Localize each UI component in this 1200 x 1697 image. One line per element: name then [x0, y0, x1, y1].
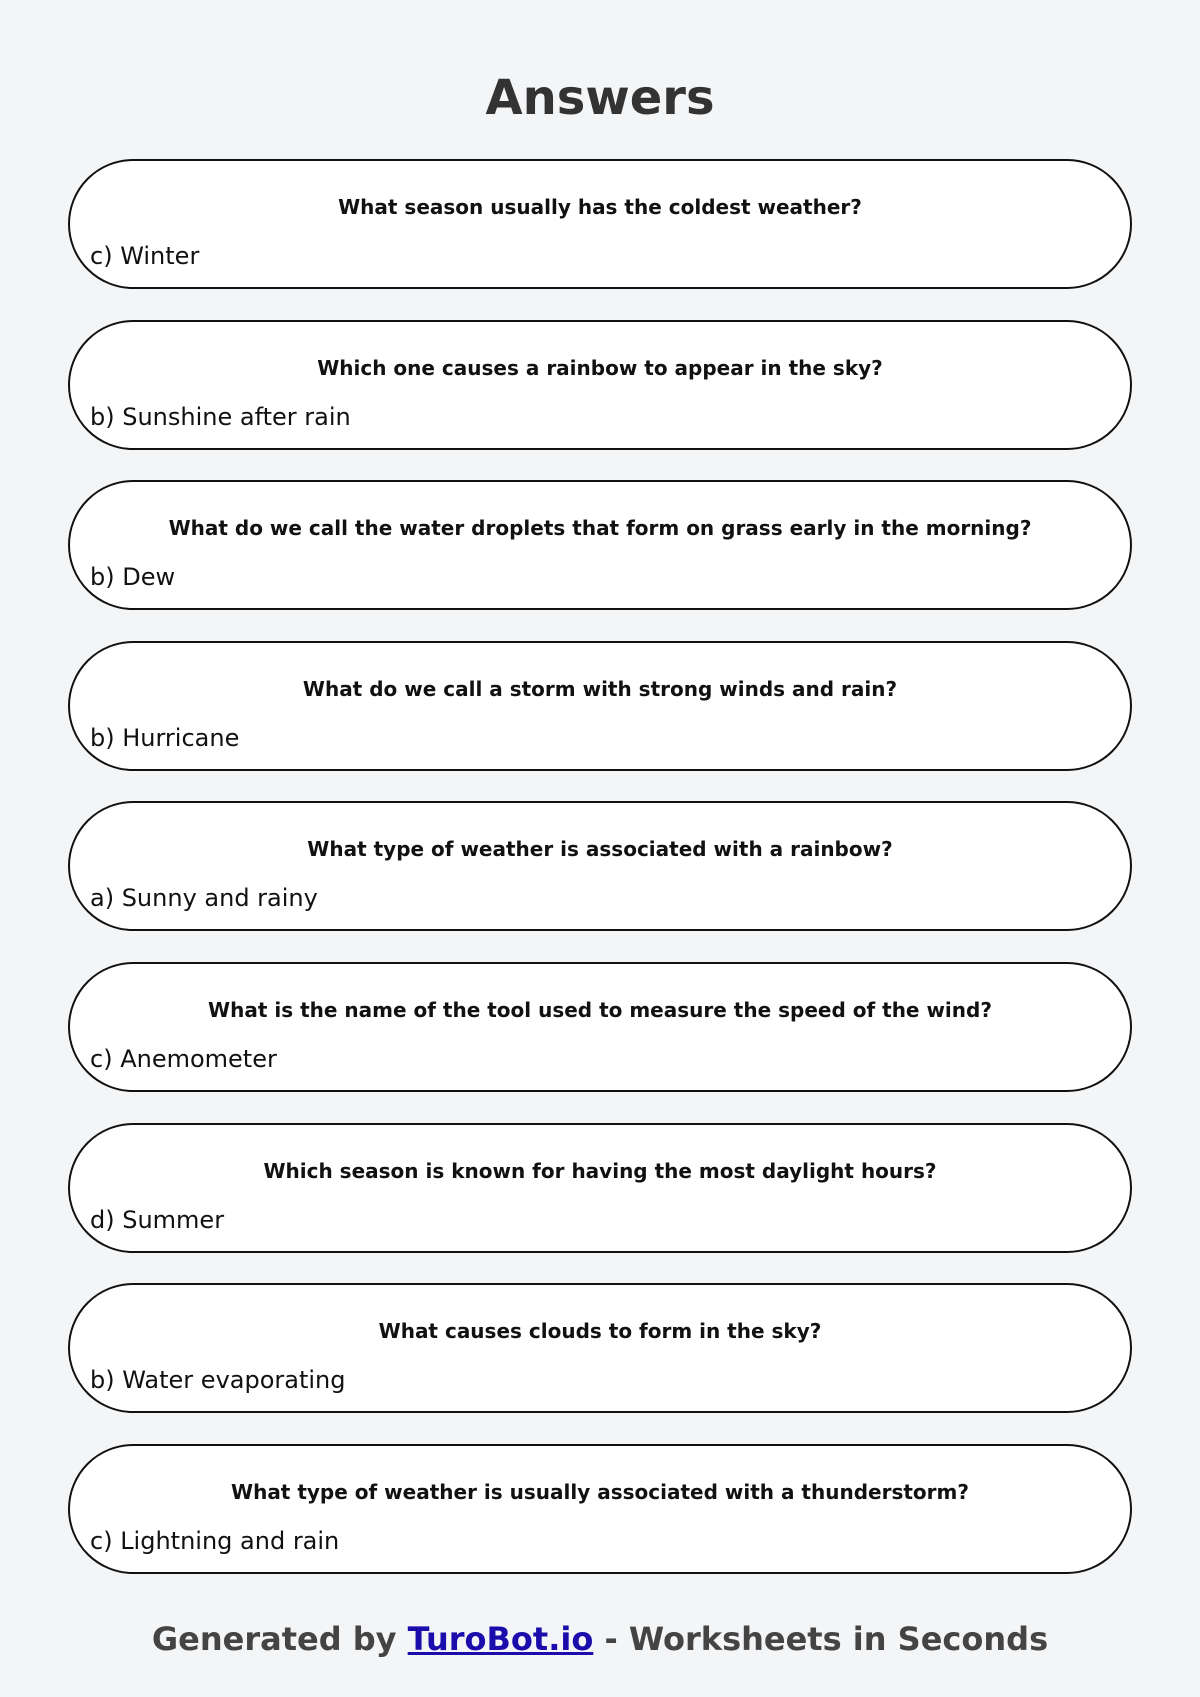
question-text: What do we call a storm with strong winds and rain?	[302, 676, 898, 701]
answer-card	[68, 1123, 1132, 1253]
turobot-link[interactable]: TuroBot.io	[407, 1620, 594, 1658]
question-text: What type of weather is usually associated with a thunderstorm?	[231, 1479, 969, 1504]
answer-card	[68, 480, 1132, 610]
footer-prefix: Generated by	[151, 1620, 408, 1658]
question-text: What type of weather is associated with a rainbow?	[307, 837, 893, 862]
answer-text: a) Sunny and rainy	[90, 884, 318, 913]
answer-card	[68, 962, 1132, 1092]
answer-card	[68, 801, 1132, 931]
answer-text: b) Dew	[90, 563, 176, 592]
page-title: Answers	[485, 70, 715, 126]
question-text: Which one causes a rainbow to appear in the sky?	[317, 355, 883, 380]
answer-text: c) Lightning and rain	[90, 1526, 340, 1555]
answer-card	[68, 1283, 1132, 1413]
footer	[0, 1617, 1200, 1661]
question-text: Which season is known for having the most daylight hours?	[263, 1158, 937, 1183]
answer-text: c) Winter	[90, 242, 200, 270]
answer-text: b) Sunshine after rain	[90, 402, 351, 431]
answer-text: b) Water evaporating	[90, 1366, 346, 1395]
footer-suffix: - Worksheets in Seconds	[593, 1620, 1049, 1658]
question-text: What do we call the water droplets that form on grass early in the morning?	[168, 516, 1032, 541]
question-text: What is the name of the tool used to measure the speed of the wind?	[208, 997, 992, 1022]
answer-text: b) Hurricane	[90, 723, 240, 752]
answer-card	[68, 1444, 1132, 1574]
answer-text: c) Anemometer	[90, 1044, 277, 1073]
answer-text: d) Summer	[90, 1205, 225, 1234]
answer-list	[68, 159, 1132, 1604]
answer-card	[68, 641, 1132, 771]
answer-card	[68, 159, 1132, 289]
answer-card	[68, 320, 1132, 450]
question-text: What causes clouds to form in the sky?	[378, 1319, 822, 1344]
question-text: What season usually has the coldest weather?	[338, 195, 862, 219]
